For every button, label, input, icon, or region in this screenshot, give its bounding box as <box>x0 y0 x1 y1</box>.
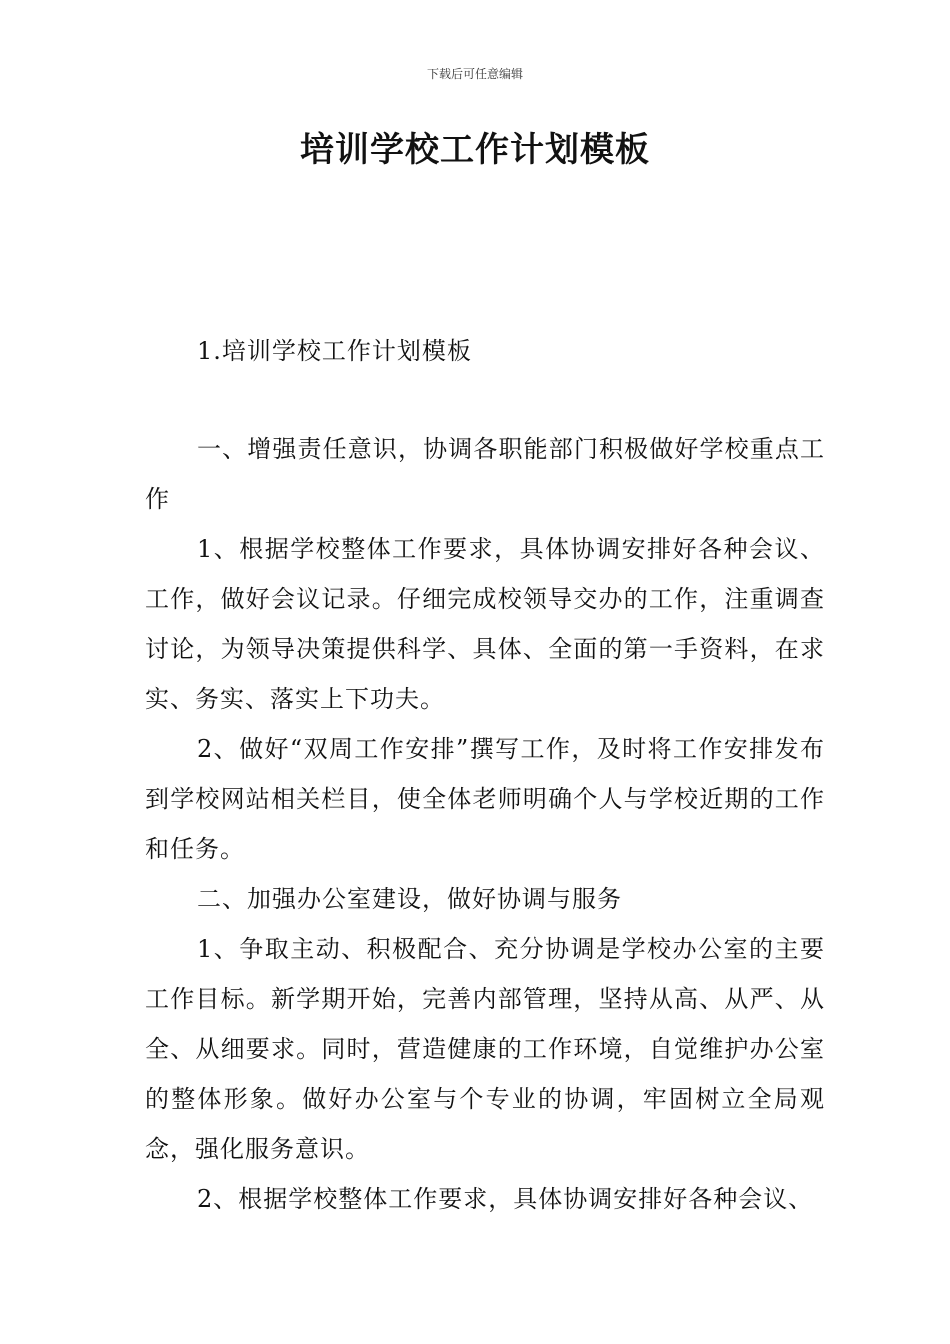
section-subheading: 1.培训学校工作计划模板 <box>197 337 472 365</box>
paragraph: 1、争取主动、积极配合、充分协调是学校办公室的主要工作目标。新学期开始，完善内部管理，坚持从高、从严、从全、从细要求。同时，营造健康的工作环境，自觉维护办公室的整体形象。做好办公室与个专业的协调，牢固树立全局观念，强化服务意识。 <box>145 935 825 1163</box>
paragraph: 2、根据学校整体工作要求，具体协调安排好各种会议、 <box>197 1185 814 1213</box>
header-note: 下载后可任意编辑 <box>426 67 523 81</box>
paragraph: 1、根据学校整体工作要求，具体协调安排好各种会议、工作，做好会议记录。仔细完成校领导交办的工作，注重调查讨论，为领导决策提供科学、具体、全面的第一手资料，在求实、务实、落实上下功夫。 <box>145 535 825 713</box>
paragraph: 2、做好“双周工作安排”撰写工作，及时将工作安排发布到学校网站相关栏目，使全体老师明确个人与学校近期的工作和任务。 <box>145 735 825 863</box>
document-body <box>145 424 825 1224</box>
paragraph-heading-2: 二、加强办公室建设，做好协调与服务 <box>197 885 622 913</box>
document-title: 培训学校工作计划模板 <box>300 130 650 170</box>
paragraph-heading-1: 一、增强责任意识，协调各职能部门积极做好学校重点工作 <box>145 435 825 513</box>
